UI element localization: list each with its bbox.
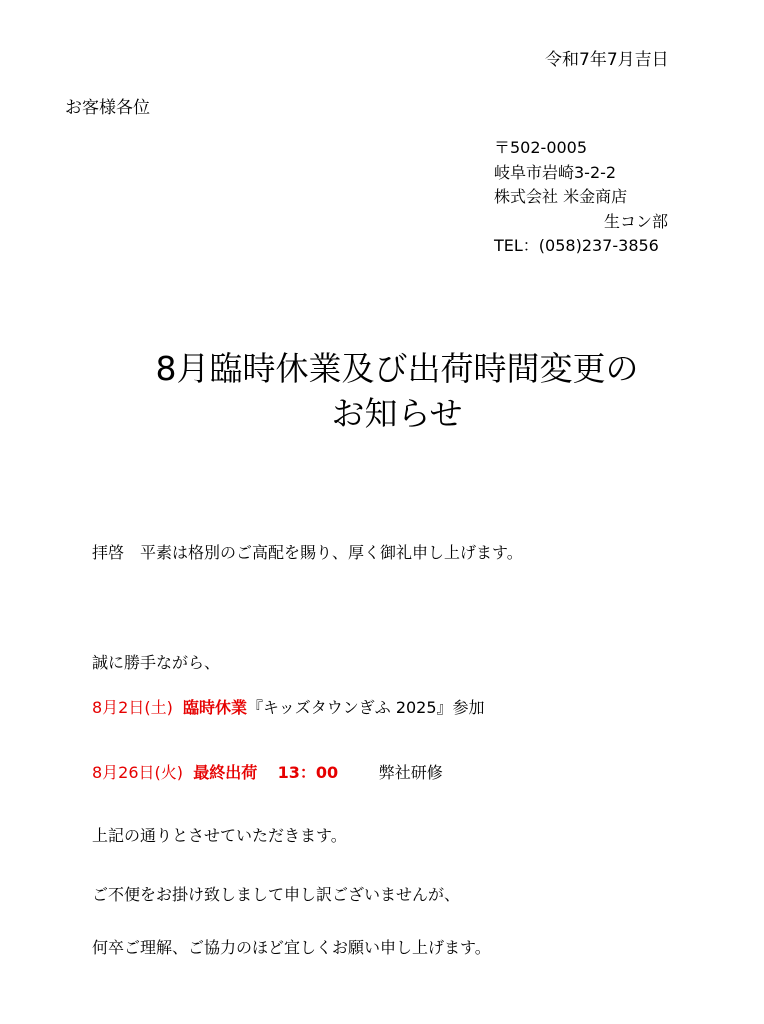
schedule-date: 8月2日(土) [92,698,173,717]
notice-title [0,346,764,436]
sender-address: 岐阜市岩崎3-2-2 [494,162,617,182]
recipient: お客様各位 [65,98,150,118]
schedule-item-2 [92,760,443,783]
issue-date: 令和7年7月吉日 [545,50,669,70]
schedule-date: 8月26日(火) [92,763,184,782]
schedule-note: 『キッズタウンぎふ 2025』参加 [247,698,485,717]
closing-line-1: 上記の通りとさせていただきます。 [92,826,347,845]
schedule-item-1 [92,695,485,718]
sender-company: 株式会社 米金商店 [494,187,628,206]
intro-text: 誠に勝手ながら、 [92,653,221,672]
closing-line-2: ご不便をお掛け致しまして申し訳ございませんが、 [92,885,461,904]
closing-line-3: 何卒ご理解、ご協力のほど宜しくお願い申し上げます。 [92,938,491,957]
greeting-text: 拝啓 平素は格別のご高配を賜り、厚く御礼申し上げます。 [92,543,523,562]
title-line-2: お知らせ [331,394,463,433]
sender-tel: TEL：(058)237-3856 [494,236,659,255]
schedule-time: 13：00 [277,763,339,782]
sender-postal: 〒502-0005 [494,138,588,157]
schedule-note: 弊社研修 [378,763,443,782]
sender-block [494,136,668,259]
schedule-label: 最終出荷 [193,763,258,782]
title-line-1: 8月臨時休業及び出荷時間変更の [155,349,639,388]
schedule-label: 臨時休業 [183,698,248,717]
sender-department: 生コン部 [604,211,669,231]
